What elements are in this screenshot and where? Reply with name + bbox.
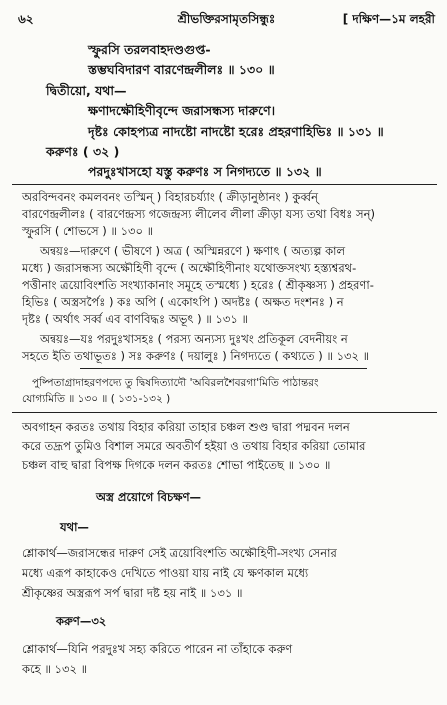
translation-line: করে তদ্রূপ তুমিও বিশাল সমরে অবতীর্ণ হইয়া ও তথায় বিহার করিয়া তোমার — [22, 439, 366, 453]
translation-line: শ্লোকার্থ—যিনি পরদুঃখ সহ্য করিতে পারেন না তাঁহাকে করুণ — [22, 642, 293, 656]
note-line: যোগ্যমিতি ॥ ১৩০ ॥ ( ১৩১-১৩২ ) — [22, 393, 171, 405]
commentary-line: অন্বয়ঃ—দারুণে ( ভীষণে ) অত্র ( অস্মিন্নরণে ) ক্ষণাৎ ( অত্যল্প কাল — [40, 244, 346, 258]
note-line: পুষ্পিতাগ্রাদাহরণপদ্যে তু দ্বিষদিত্যাদৌ 'অবিরলশৈবরগা'মিতি পাঠান্তরং — [32, 377, 319, 389]
divider — [12, 184, 437, 185]
verse-line: স্ফুরসি তরলবাহদণ্ডগুপ্ত- — [88, 42, 211, 57]
translation-line: শ্লোকার্থ—জরাসন্ধের দারুণ সেই ত্রয়োবিংশতি অক্ষৌহিণী-সংখ্য সেনার — [22, 546, 337, 560]
page-number: ৬২ — [18, 12, 34, 26]
commentary-line: স্ফুরসি ( শোভসে ) ॥ ১৩০ ॥ — [22, 224, 154, 238]
verse-line: দৃষ্টঃ কোহপ্যত্র নাদষ্টো নাদষ্টো হরেঃ প্রহরণাহিভিঃ ॥ ১৩১ ॥ — [88, 124, 384, 139]
verse-subheading: দ্বিতীয়ো, যথা— — [46, 83, 127, 98]
translation-line: কহে ॥ ১৩২ ॥ — [22, 662, 88, 676]
commentary-line: অন্বয়ঃ—যঃ পরদুঃখাসহঃ ( পরস্য অন্যস্য দুঃখং প্রতিকূল বেদনীয়ং ন — [40, 332, 348, 346]
translation-heading: অস্ত্র প্রয়োগে বিচক্ষণ— — [96, 490, 202, 504]
commentary-line: বারণেন্দ্রলীলঃ ( বারণেন্দ্রস্য গজেন্দ্রস্য লীলেব লীলা ক্রীড়া যস্য তথা বিধঃ সন্) — [22, 207, 375, 221]
commentary-line: হিভিঃ ( অস্ত্রসর্পৈঃ ) কঃ অপি ( একোঽপি ) অদষ্টঃ ( অক্ষত দংশনঃ ) ন — [22, 295, 344, 309]
verse-line: ক্ষণাদক্ষৌহিণীবৃন্দে জরাসন্ধস্য দারুণে। — [88, 103, 276, 118]
translation-line: অবগাহন করতঃ তথায় বিহার করিয়া তাহার চঞ্চল শুণ্ড দ্বারা পদ্মবন দলন — [22, 420, 350, 434]
divider — [12, 412, 437, 413]
translation-subheading: যথা— — [60, 520, 89, 534]
book-title: শ্রীভক্তিরসামৃতসিন্ধুঃ — [177, 12, 276, 26]
verse-line: পরদুঃখাসহো যস্তু করুণঃ স নিগদ্যতে ॥ ১৩২ ॥ — [88, 164, 322, 179]
translation-line: মধ্যে এরূপ কাহাকেও দেখিতে পাওয়া যায় নাই যে ক্ষণকাল মধ্যে — [22, 566, 309, 580]
commentary-line: পত্তীনাং ত্রয়োবিংশতি সংখ্যাকানাং সমূহে তস্মধ্যে ) হরেঃ ( শ্রীকৃষ্ণস্য ) প্রহরণা- — [22, 278, 374, 292]
translation-subheading: করুণ—৩২ — [56, 614, 107, 628]
translation-line: চঞ্চল বাহু দ্বারা বিপক্ষ দিগকে দলন করতঃ শোভা পাইতেছ ॥ ১৩০ ॥ — [22, 458, 331, 472]
verse-subheading: করুণঃ ( ৩২ ) — [46, 144, 120, 159]
section-label: [ দক্ষিণ—১ম লহরী — [342, 12, 435, 26]
divider-short — [80, 368, 367, 369]
translation-line: শ্রীকৃষ্ণের অস্ত্ররূপ সর্প দ্বারা দষ্ট হয় নাই ॥ ১৩১ ॥ — [22, 586, 243, 600]
commentary-line: দৃষ্টঃ ( অর্থাৎ সর্ব্ব এব বাণবিদ্ধঃ অভূৎ ) ॥ ১৩১ ॥ — [22, 312, 248, 326]
page-header — [18, 11, 435, 29]
commentary-line: অরবিন্দবনং কমলবনং তস্মিন্ ) বিহারচর্য্যাং ( ক্রীড়ানুষ্ঠানং ) কুর্ব্বন্ — [22, 190, 318, 204]
verse-line: স্তম্ভঘবিদারণ বারণেন্দ্রলীলঃ ॥ ১৩০ ॥ — [88, 62, 275, 77]
commentary-line: সহতে ইতি তথাভূতঃ ) সঃ করুণঃ ( দয়ালুঃ ) নিগদ্যতে ( কথ্যতে ) ॥ ১৩২ ॥ — [22, 349, 370, 363]
commentary-line: মধ্যে ) জরাসন্ধস্য অক্ষৌহিণী বৃন্দে ( অক্ষৌহিণীনাং যথোক্তসংখ্য হস্ত্যশ্বরথ- — [22, 261, 357, 275]
